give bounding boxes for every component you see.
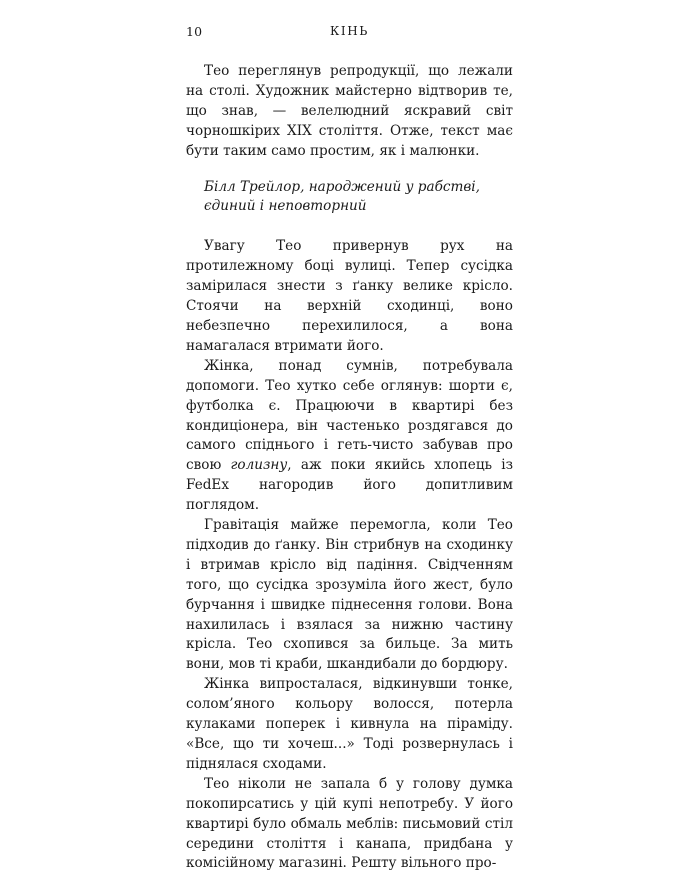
paragraph-6: Тео ніколи не запала б у голову думка покопирсатись у цій купі непотребу. У його квартирі було обмаль меблів: письмовий стіл середини століття і канапа, придбана у комісійному магазині. Решту вільного про-: [186, 775, 513, 872]
running-header: [186, 24, 513, 44]
quote-line-1: Білл Трейлор, народжений у рабстві,: [204, 178, 480, 195]
epigraph-quote: [204, 178, 513, 218]
running-title: КІНЬ: [330, 24, 369, 38]
paragraph-3-start: Жінка, понад сумнів, потребувала допомоги. Тео хутко себе оглянув: шорти є, футболка є. Працюючи в квартирі без кондиціонера, він частенько роздягався до самого спіднього і геть-чисто забував про свою: [186, 357, 513, 474]
quote-line-2: єдиний і неповторний: [204, 198, 367, 215]
paragraph-3-end: , аж поки якийсь хлопець із FedEx нагородив його допитливим поглядом.: [186, 457, 513, 514]
paragraph-3: [186, 357, 513, 516]
paragraph-5: Жінка випросталася, відкинувши тонке, солом’яного кольору волосся, потерла кулаками поперек і кивнула на піраміду. «Все, що ти хочеш...» Тоді розвернулась і піднялася сходами.: [186, 676, 513, 772]
paragraph-1: Тео переглянув репродукції, що лежали на столі. Художник майстерно відтворив те, що знав, — велелюдний яскравий світ чорношкірих ХІХ століття. Отже, текст має бути таким само простим, як і малюнки.: [186, 63, 513, 159]
paragraph-2: Увагу Тео привернув рух на протилежному боці вулиці. Тепер сусідка замірилася знести з ґанку велике крісло. Стоячи на верхній сходинці, воно небезпечно перехилилося, а вона намагалася втримати його.: [186, 238, 513, 354]
page-number: 10: [186, 24, 203, 39]
paragraph-3-emphasis: голизну: [230, 457, 288, 474]
paragraph-4: Гравітація майже перемогла, коли Тео підходив до ґанку. Він стрибнув на сходинку і втримав крісло від падіння. Свідченням того, що сусідка зрозуміла його жест, було бурчання і швидке піднесення голови. Вона нахилилась і взялася за нижню частину крісла. Тео схопився за бильце. За мить вони, мов ті краби, шкандибали до бордюру.: [186, 517, 513, 673]
body-text: [186, 62, 513, 874]
